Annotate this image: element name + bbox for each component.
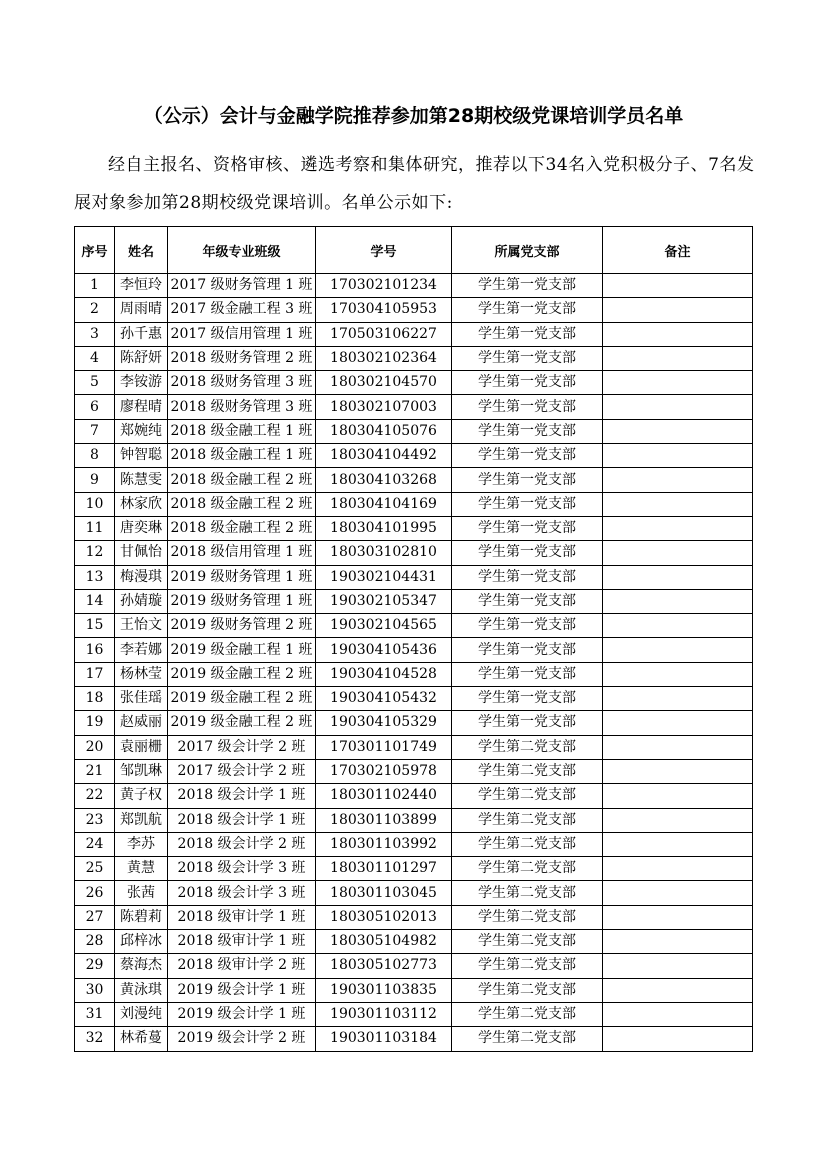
cell-party-branch: 学生第二党支部 [452, 784, 603, 808]
cell-student-id: 180303102810 [316, 541, 452, 565]
cell-name: 林家欣 [115, 492, 168, 516]
cell-class: 2017 级财务管理 1 班 [168, 274, 316, 298]
cell-student-id: 180301102440 [316, 784, 452, 808]
cell-name: 王怡文 [115, 614, 168, 638]
cell-class: 2018 级金融工程 2 班 [168, 468, 316, 492]
cell-name: 邹凯琳 [115, 759, 168, 783]
cell-student-id: 190302104565 [316, 614, 452, 638]
cell-no: 25 [75, 857, 115, 881]
cell-student-id: 170302105978 [316, 759, 452, 783]
cell-student-id: 190304105432 [316, 687, 452, 711]
cell-student-id: 180304101995 [316, 516, 452, 540]
table-row [75, 1002, 753, 1026]
cell-no: 2 [75, 298, 115, 322]
cell-no: 27 [75, 905, 115, 929]
cell-no: 21 [75, 759, 115, 783]
cell-party-branch: 学生第二党支部 [452, 881, 603, 905]
cell-class: 2018 级财务管理 3 班 [168, 395, 316, 419]
cell-class: 2018 级审计学 2 班 [168, 954, 316, 978]
cell-class: 2019 级会计学 1 班 [168, 978, 316, 1002]
cell-no: 13 [75, 565, 115, 589]
cell-party-branch: 学生第一党支部 [452, 662, 603, 686]
cell-student-id: 180305102773 [316, 954, 452, 978]
table-row [75, 419, 753, 443]
cell-name: 甘佩怡 [115, 541, 168, 565]
cell-remarks [603, 662, 753, 686]
header-no: 序号 [75, 227, 115, 274]
cell-remarks [603, 322, 753, 346]
cell-class: 2018 级会计学 1 班 [168, 808, 316, 832]
table-row [75, 444, 753, 468]
cell-name: 赵威丽 [115, 711, 168, 735]
cell-remarks [603, 759, 753, 783]
table-row [75, 857, 753, 881]
cell-remarks [603, 711, 753, 735]
table-row [75, 808, 753, 832]
cell-remarks [603, 687, 753, 711]
cell-name: 李恒玲 [115, 274, 168, 298]
table-row [75, 589, 753, 613]
table-row [75, 1027, 753, 1051]
table-row [75, 346, 753, 370]
cell-class: 2019 级会计学 2 班 [168, 1027, 316, 1051]
table-row [75, 784, 753, 808]
cell-student-id: 180302102364 [316, 346, 452, 370]
cell-class: 2019 级财务管理 1 班 [168, 589, 316, 613]
table-row [75, 274, 753, 298]
table-row [75, 687, 753, 711]
cell-no: 14 [75, 589, 115, 613]
cell-student-id: 170302101234 [316, 274, 452, 298]
cell-party-branch: 学生第一党支部 [452, 346, 603, 370]
cell-student-id: 180304104169 [316, 492, 452, 516]
cell-party-branch: 学生第一党支部 [452, 541, 603, 565]
cell-remarks [603, 638, 753, 662]
cell-student-id: 180304104492 [316, 444, 452, 468]
cell-party-branch: 学生第一党支部 [452, 395, 603, 419]
table-row [75, 905, 753, 929]
cell-remarks [603, 930, 753, 954]
cell-name: 张茜 [115, 881, 168, 905]
page-title: （公示）会计与金融学院推荐参加第28期校级党课培训学员名单 [143, 105, 684, 127]
cell-name: 陈慧雯 [115, 468, 168, 492]
cell-party-branch: 学生第一党支部 [452, 492, 603, 516]
table-row [75, 541, 753, 565]
cell-party-branch: 学生第一党支部 [452, 638, 603, 662]
cell-party-branch: 学生第二党支部 [452, 735, 603, 759]
table-row [75, 638, 753, 662]
table-row [75, 492, 753, 516]
cell-no: 24 [75, 832, 115, 856]
cell-party-branch: 学生第二党支部 [452, 930, 603, 954]
cell-student-id: 180301103992 [316, 832, 452, 856]
cell-name: 袁丽栅 [115, 735, 168, 759]
cell-remarks [603, 954, 753, 978]
cell-name: 杨林莹 [115, 662, 168, 686]
cell-party-branch: 学生第一党支部 [452, 565, 603, 589]
cell-party-branch: 学生第一党支部 [452, 322, 603, 346]
cell-remarks [603, 395, 753, 419]
table-row [75, 322, 753, 346]
cell-class: 2019 级金融工程 2 班 [168, 711, 316, 735]
cell-party-branch: 学生第一党支部 [452, 468, 603, 492]
header-class: 年级专业班级 [168, 227, 316, 274]
header-name: 姓名 [115, 227, 168, 274]
cell-remarks [603, 735, 753, 759]
cell-no: 19 [75, 711, 115, 735]
cell-remarks [603, 298, 753, 322]
header-student-id: 学号 [316, 227, 452, 274]
table-row [75, 565, 753, 589]
table-row [75, 298, 753, 322]
cell-name: 唐奕琳 [115, 516, 168, 540]
cell-name: 廖程晴 [115, 395, 168, 419]
cell-student-id: 170304105953 [316, 298, 452, 322]
cell-student-id: 170503106227 [316, 322, 452, 346]
cell-no: 32 [75, 1027, 115, 1051]
cell-class: 2018 级金融工程 2 班 [168, 516, 316, 540]
table-header-row [75, 227, 753, 274]
cell-no: 20 [75, 735, 115, 759]
cell-student-id: 190304104528 [316, 662, 452, 686]
cell-no: 26 [75, 881, 115, 905]
cell-student-id: 190304105436 [316, 638, 452, 662]
cell-remarks [603, 516, 753, 540]
cell-class: 2018 级审计学 1 班 [168, 930, 316, 954]
cell-no: 23 [75, 808, 115, 832]
cell-party-branch: 学生第二党支部 [452, 857, 603, 881]
cell-class: 2018 级审计学 1 班 [168, 905, 316, 929]
table-row [75, 516, 753, 540]
cell-student-id: 180301101297 [316, 857, 452, 881]
cell-party-branch: 学生第一党支部 [452, 298, 603, 322]
cell-no: 22 [75, 784, 115, 808]
cell-party-branch: 学生第一党支部 [452, 274, 603, 298]
cell-name: 郑凯航 [115, 808, 168, 832]
cell-remarks [603, 565, 753, 589]
cell-name: 李铵游 [115, 371, 168, 395]
cell-remarks [603, 881, 753, 905]
cell-party-branch: 学生第一党支部 [452, 589, 603, 613]
cell-party-branch: 学生第二党支部 [452, 905, 603, 929]
cell-remarks [603, 1002, 753, 1026]
cell-student-id: 180304105076 [316, 419, 452, 443]
cell-remarks [603, 444, 753, 468]
cell-remarks [603, 492, 753, 516]
cell-name: 林希蔓 [115, 1027, 168, 1051]
cell-student-id: 180305104982 [316, 930, 452, 954]
cell-no: 3 [75, 322, 115, 346]
cell-party-branch: 学生第一党支部 [452, 419, 603, 443]
cell-no: 16 [75, 638, 115, 662]
cell-no: 30 [75, 978, 115, 1002]
cell-name: 陈舒妍 [115, 346, 168, 370]
cell-name: 张佳瑶 [115, 687, 168, 711]
cell-no: 8 [75, 444, 115, 468]
cell-student-id: 180301103899 [316, 808, 452, 832]
table-row [75, 371, 753, 395]
cell-no: 11 [75, 516, 115, 540]
cell-student-id: 180305102013 [316, 905, 452, 929]
cell-no: 31 [75, 1002, 115, 1026]
cell-remarks [603, 808, 753, 832]
cell-party-branch: 学生第一党支部 [452, 371, 603, 395]
cell-name: 黄慧 [115, 857, 168, 881]
table-row [75, 614, 753, 638]
cell-class: 2018 级会计学 2 班 [168, 832, 316, 856]
cell-class: 2018 级金融工程 2 班 [168, 492, 316, 516]
cell-student-id: 190304105329 [316, 711, 452, 735]
cell-class: 2018 级财务管理 2 班 [168, 346, 316, 370]
table-row [75, 832, 753, 856]
cell-student-id: 190302105347 [316, 589, 452, 613]
cell-no: 17 [75, 662, 115, 686]
cell-student-id: 190302104431 [316, 565, 452, 589]
cell-class: 2019 级金融工程 1 班 [168, 638, 316, 662]
cell-no: 10 [75, 492, 115, 516]
table-row [75, 930, 753, 954]
table-row [75, 395, 753, 419]
cell-no: 15 [75, 614, 115, 638]
table-row [75, 881, 753, 905]
cell-no: 12 [75, 541, 115, 565]
cell-class: 2018 级金融工程 1 班 [168, 419, 316, 443]
cell-class: 2019 级财务管理 2 班 [168, 614, 316, 638]
cell-class: 2018 级会计学 1 班 [168, 784, 316, 808]
cell-class: 2017 级信用管理 1 班 [168, 322, 316, 346]
cell-no: 5 [75, 371, 115, 395]
cell-name: 周雨晴 [115, 298, 168, 322]
cell-name: 李苏 [115, 832, 168, 856]
cell-remarks [603, 1027, 753, 1051]
cell-remarks [603, 371, 753, 395]
cell-party-branch: 学生第一党支部 [452, 687, 603, 711]
cell-remarks [603, 832, 753, 856]
table-row [75, 735, 753, 759]
cell-class: 2017 级会计学 2 班 [168, 759, 316, 783]
cell-name: 钟智聪 [115, 444, 168, 468]
table-row [75, 711, 753, 735]
cell-class: 2017 级会计学 2 班 [168, 735, 316, 759]
cell-remarks [603, 784, 753, 808]
cell-student-id: 180302107003 [316, 395, 452, 419]
table-row [75, 662, 753, 686]
cell-class: 2018 级会计学 3 班 [168, 857, 316, 881]
cell-no: 6 [75, 395, 115, 419]
cell-remarks [603, 274, 753, 298]
cell-remarks [603, 346, 753, 370]
cell-remarks [603, 589, 753, 613]
cell-class: 2018 级信用管理 1 班 [168, 541, 316, 565]
intro-paragraph: 经自主报名、资格审核、遴选考察和集体研究，推荐以下34名入党积极分子、7名发展对象参加第28期校级党课培训。名单公示如下: [74, 155, 755, 213]
cell-student-id: 170301101749 [316, 735, 452, 759]
cell-name: 孙婧璇 [115, 589, 168, 613]
cell-no: 28 [75, 930, 115, 954]
cell-remarks [603, 541, 753, 565]
header-remarks: 备注 [603, 227, 753, 274]
cell-name: 孙千惠 [115, 322, 168, 346]
cell-no: 9 [75, 468, 115, 492]
cell-student-id: 180301103045 [316, 881, 452, 905]
table-row [75, 759, 753, 783]
cell-party-branch: 学生第二党支部 [452, 832, 603, 856]
header-party-branch: 所属党支部 [452, 227, 603, 274]
cell-party-branch: 学生第一党支部 [452, 614, 603, 638]
cell-remarks [603, 419, 753, 443]
table-body [75, 274, 753, 1052]
cell-name: 郑婉纯 [115, 419, 168, 443]
table-row [75, 978, 753, 1002]
cell-no: 4 [75, 346, 115, 370]
cell-party-branch: 学生第一党支部 [452, 516, 603, 540]
cell-student-id: 180302104570 [316, 371, 452, 395]
cell-class: 2018 级会计学 3 班 [168, 881, 316, 905]
cell-no: 18 [75, 687, 115, 711]
cell-party-branch: 学生第二党支部 [452, 759, 603, 783]
cell-no: 1 [75, 274, 115, 298]
cell-class: 2017 级金融工程 3 班 [168, 298, 316, 322]
cell-class: 2019 级会计学 1 班 [168, 1002, 316, 1026]
cell-student-id: 190301103835 [316, 978, 452, 1002]
cell-name: 李若娜 [115, 638, 168, 662]
cell-name: 梅漫琪 [115, 565, 168, 589]
cell-name: 陈碧莉 [115, 905, 168, 929]
cell-party-branch: 学生第一党支部 [452, 444, 603, 468]
cell-class: 2019 级金融工程 2 班 [168, 662, 316, 686]
table-row [75, 954, 753, 978]
cell-no: 7 [75, 419, 115, 443]
cell-name: 刘漫纯 [115, 1002, 168, 1026]
cell-student-id: 190301103184 [316, 1027, 452, 1051]
cell-party-branch: 学生第一党支部 [452, 711, 603, 735]
cell-party-branch: 学生第二党支部 [452, 978, 603, 1002]
cell-remarks [603, 905, 753, 929]
cell-student-id: 180304103268 [316, 468, 452, 492]
cell-party-branch: 学生第二党支部 [452, 954, 603, 978]
cell-class: 2019 级金融工程 2 班 [168, 687, 316, 711]
cell-remarks [603, 468, 753, 492]
cell-student-id: 190301103112 [316, 1002, 452, 1026]
cell-remarks [603, 978, 753, 1002]
cell-name: 邱梓冰 [115, 930, 168, 954]
cell-remarks [603, 614, 753, 638]
cell-party-branch: 学生第二党支部 [452, 1002, 603, 1026]
table-row [75, 468, 753, 492]
cell-party-branch: 学生第二党支部 [452, 1027, 603, 1051]
cell-name: 蔡海杰 [115, 954, 168, 978]
cell-name: 黄子权 [115, 784, 168, 808]
cell-no: 29 [75, 954, 115, 978]
cell-name: 黄泳琪 [115, 978, 168, 1002]
cell-party-branch: 学生第二党支部 [452, 808, 603, 832]
cell-remarks [603, 857, 753, 881]
cell-class: 2018 级财务管理 3 班 [168, 371, 316, 395]
cell-class: 2019 级财务管理 1 班 [168, 565, 316, 589]
cell-class: 2018 级金融工程 1 班 [168, 444, 316, 468]
trainee-table [74, 226, 753, 1052]
